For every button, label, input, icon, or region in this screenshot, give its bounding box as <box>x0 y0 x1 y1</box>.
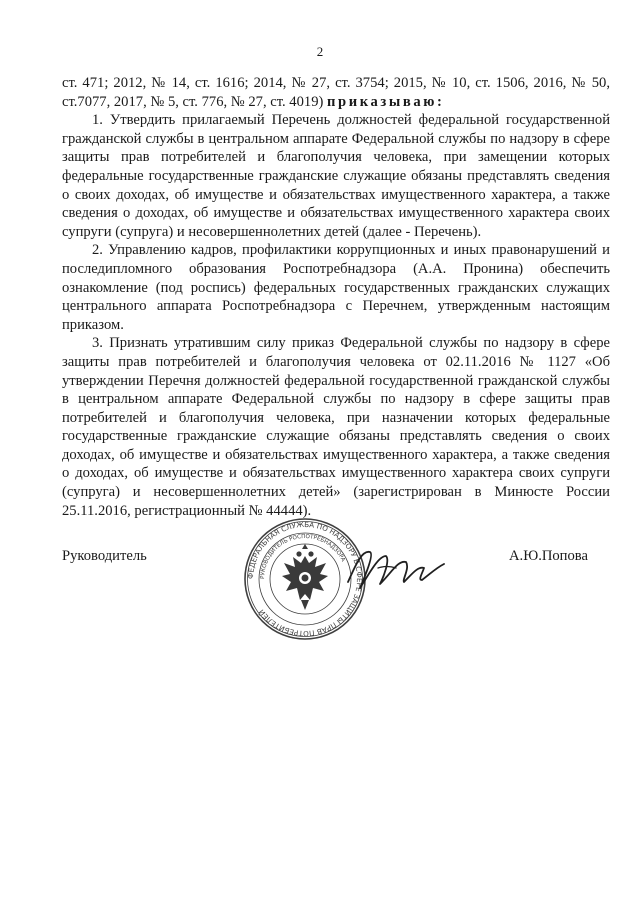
order-body <box>62 74 610 520</box>
seal-inner-text: РУКОВОДИТЕЛЬ РОСПОТРЕБНАДЗОРА <box>259 533 346 580</box>
legal-references: ст. 471; 2012, № 14, ст. 1616; 2014, № 27, ст. 3754; 2015, № 10, ст. 1506, 2016, № 50, ст.7077, 2017, № 5, ст. 776, № 27, ст. 4019) <box>62 75 610 110</box>
signatory-name: А.Ю.Попова <box>509 548 588 564</box>
double-headed-eagle-emblem <box>282 544 328 610</box>
intro-paragraph <box>62 74 610 111</box>
seal-outer-text: ФЕДЕРАЛЬНАЯ СЛУЖБА ПО НАДЗОРУ В СФЕРЕ ЗАЩИТЫ ПРАВ ПОТРЕБИТЕЛЕЙ <box>245 519 365 639</box>
handwritten-signature <box>340 538 450 600</box>
order-keyword: приказываю: <box>327 93 445 110</box>
order-item-3: 3. Признать утратившим силу приказ Федеральной службы по надзору в сфере защиты прав потребителей и благополучия человека от 02.11.2016 № 1127 «Об утверждении Перечня должностей федеральной государственной гражданской службы в центральном аппарате Федеральной службы по надзору в сфере защиты прав потребителей и благополучия человека, при назначении которых федеральные государственные гражданские служащие обязаны представлять сведения о своих доходах, об имуществе и обязательствах имущественного характера, а также сведения о доходах, об имуществе и обязательствах имущественного характера своих супруги (супруга) и несовершеннолетних детей» (зарегистрирован в Минюсте России 25.11.2016, регистрационный № 44444). <box>62 335 610 519</box>
order-item-2: 2. Управлению кадров, профилактики коррупционных и иных правонарушений и последипломного образования Роспотребнадзора (А.А. Пронина) обеспечить ознакомление (под роспись) федеральных государственных гражданских служащих центрального аппарата Роспотребнадзора с Перечнем, утвержденным настоящим приказом. <box>62 242 610 333</box>
signatory-title: Руководитель <box>62 548 147 564</box>
order-item-1: 1. Утвердить прилагаемый Перечень должностей федеральной государственной гражданской службы в центральном аппарате Федеральной службы по надзору в сфере защиты прав потребителей и благополучия человека, при замещении которых федеральные государственные гражданские служащие обязаны представлять сведения о своих доходах, об имуществе и обязательствах имущественного характера, а также сведения о доходах, об имуществе и обязательствах имущественного характера своих супруги (супруга) и несовершеннолетних детей (далее - Перечень). <box>62 112 610 240</box>
page-number: 2 <box>316 44 324 59</box>
